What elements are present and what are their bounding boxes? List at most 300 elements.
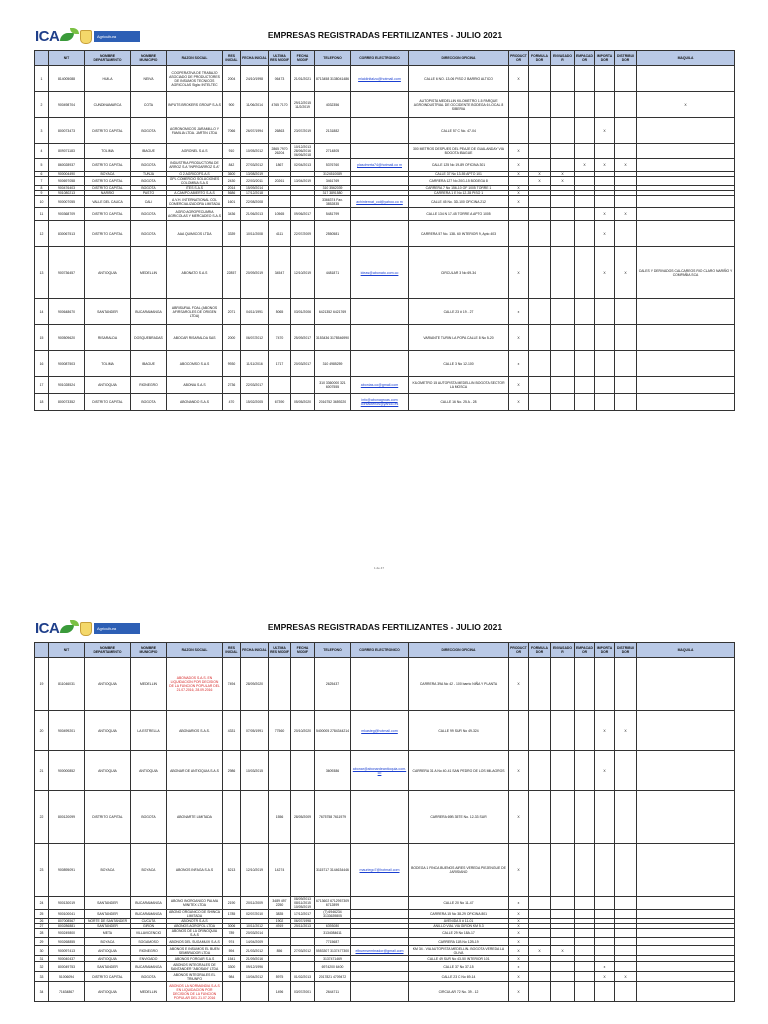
table-cell — [351, 144, 409, 159]
table-row — [35, 144, 735, 159]
table-cell: 2131882 — [315, 118, 351, 144]
table-cell: HUILA — [85, 66, 131, 92]
table-cell — [529, 658, 551, 711]
table-cell: 22/03/2011 — [241, 177, 269, 186]
table-cell — [595, 144, 615, 159]
table-cell — [615, 66, 637, 92]
table-cell — [351, 208, 409, 221]
table-cell — [637, 177, 735, 186]
table-cell: A.V.H. INTERNATIONAL COL COMERCIALIZADORA LIMITADA — [167, 196, 223, 208]
table-cell: 5065 — [269, 299, 291, 325]
table-row — [35, 910, 735, 919]
table-cell: ABONATO S.A.S — [167, 247, 223, 299]
table-cell: 4331 — [223, 711, 241, 751]
table-cell — [351, 897, 409, 910]
table-row — [35, 658, 735, 711]
column-header: ULTIMA RES MODIF — [269, 643, 291, 658]
table-cell — [637, 299, 735, 325]
table-cell: 900509620 — [49, 325, 85, 351]
table-cell: 3339 — [223, 221, 241, 247]
table-cell: 900100041 — [49, 910, 85, 919]
table-cell: 19 — [35, 658, 49, 711]
table-cell: 310 3562039 — [315, 186, 351, 191]
table-cell — [551, 897, 575, 910]
table-cell: TOLIMA — [85, 351, 131, 377]
table-cell: X — [509, 956, 529, 962]
table-cell — [351, 972, 409, 982]
table-cell: 2430 — [223, 177, 241, 186]
table-cell — [223, 791, 241, 844]
table-cell: IBAGUE — [131, 351, 167, 377]
table-cell: 5376760 — [315, 159, 351, 172]
table-cell — [529, 791, 551, 844]
table-cell: DISTRITO CAPITAL — [85, 208, 131, 221]
table-row — [35, 711, 735, 751]
column-header — [35, 643, 49, 658]
table-cell: 900249800 — [49, 929, 85, 938]
table-cell: MEDELLIN — [131, 982, 167, 1002]
table-cell — [269, 196, 291, 208]
table-cell: 900499201 — [49, 711, 85, 751]
table-cell: 20/11/2009 — [241, 897, 269, 910]
table-cell: CARRERA 57 No. 138- 60 INTERIOR 9, Apto 403 — [409, 221, 509, 247]
table-cell: 3300 — [223, 962, 241, 972]
table-cell: 26863 — [269, 118, 291, 144]
table-cell: CARRERA 127 No 20G-15 BODEGA 8 — [409, 177, 509, 186]
table-cell: 28 — [35, 929, 49, 938]
table-cell: 800286881 — [49, 924, 85, 929]
table-cell: X — [509, 924, 529, 929]
table-cell: BOGOTA — [131, 118, 167, 144]
table-cell — [637, 982, 735, 1002]
table-cell: 2865 7970 26204 — [269, 144, 291, 159]
table-cell: 900000852 — [49, 751, 85, 791]
table-cell: X — [509, 394, 529, 411]
table-cell: 24/10/1998 — [241, 66, 269, 92]
table-cell — [351, 177, 409, 186]
table-cell: 1601 — [223, 196, 241, 208]
table-cell: 15/09/2014 — [241, 186, 269, 191]
table-cell: 22/03/2017 — [241, 377, 269, 394]
table-cell: 4765 7170 — [269, 92, 291, 118]
table-cell: SANTANDER — [85, 962, 131, 972]
table-cell: TOLIMA — [85, 144, 131, 159]
table-cell: 16 — [35, 351, 49, 377]
table-cell — [291, 751, 315, 791]
table-cell: X — [575, 159, 595, 172]
table-cell — [529, 844, 551, 897]
table-row — [35, 377, 735, 394]
table-cell: X — [615, 711, 637, 751]
column-header: FORMULADOR — [529, 51, 551, 66]
column-header: DISTRIBUIDOR — [615, 51, 637, 66]
table-cell: CALLE 99 SUR No 49-324 — [409, 711, 509, 751]
table-cell: CALLE 23 # 19 - 27 — [409, 299, 509, 325]
table-row — [35, 751, 735, 791]
table-cell — [575, 196, 595, 208]
table-cell: 08/09/2013 08/11/2015 10/05/2019 — [291, 897, 315, 910]
table-cell — [595, 196, 615, 208]
table-cell — [595, 910, 615, 919]
table-cell: ABRISURAL FOAL (ABONOS AFIRSAROLES DE ORIGEN LTDA) — [167, 299, 223, 325]
email-link[interactable]: mauriego7@hotmail.com — [351, 844, 409, 897]
table-cell: 03/01/2006 — [291, 299, 315, 325]
table-cell: BOYACA — [131, 844, 167, 897]
table-cell: DISTRITO CAPITAL — [85, 118, 131, 144]
table-cell: 11 — [35, 208, 49, 221]
table-cell: 23/07/2019 — [291, 118, 315, 144]
table-cell: 28/05/2009 — [291, 791, 315, 844]
table-cell: 77560 — [269, 711, 291, 751]
table-cell — [529, 118, 551, 144]
table-cell: SANTANDER — [85, 299, 131, 325]
table-cell: 5686 — [223, 191, 241, 196]
table-cell: 830067513 — [49, 221, 85, 247]
table-cell: BODEGA 1 FINCA BUENOS AIRES VEREDA PIEJENGUE DE JARISIANO — [409, 844, 509, 897]
companies-table — [34, 642, 735, 1002]
table-cell: X — [509, 929, 529, 938]
table-cell — [575, 929, 595, 938]
table-cell: 5553307 3137477300 — [315, 946, 351, 956]
table-cell: ITES S.A.S — [167, 186, 223, 191]
table-cell: CUCUTA — [131, 919, 167, 924]
table-cell: CARRERA 11B No 12B-19 — [409, 938, 509, 946]
ica-logo: ICA — [35, 620, 79, 637]
table-cell — [575, 325, 595, 351]
table-cell: 14/04/2009 — [241, 938, 269, 946]
column-header: IMPORTADOR — [595, 51, 615, 66]
column-header: RAZON SOCIAL — [167, 643, 223, 658]
table-cell: X — [595, 159, 615, 172]
table-cell: 9930 — [223, 351, 241, 377]
table-cell: X — [509, 751, 529, 791]
table-cell: 1496 — [269, 982, 291, 1002]
table-cell — [637, 196, 735, 208]
table-cell: 34547 — [269, 247, 291, 299]
table-cell — [615, 92, 637, 118]
email-link[interactable]: info@abonagroas.com contactenos@yahoo.es — [351, 394, 409, 411]
table-cell — [551, 972, 575, 982]
ica-logo: ICA — [35, 28, 79, 45]
column-header: ENVASADOR — [551, 643, 575, 658]
email-link[interactable]: elbuensembrador@gmail.com — [351, 946, 409, 956]
table-cell — [291, 929, 315, 938]
table-cell — [529, 751, 551, 791]
table-cell: 842 — [223, 159, 241, 172]
table-cell: ABONAR DE ANTIOQUIA S.A.S — [167, 751, 223, 791]
table-cell — [551, 929, 575, 938]
table-cell — [637, 159, 735, 172]
table-cell — [551, 658, 575, 711]
table-cell: X — [595, 208, 615, 221]
table-cell: 05/05/2020 — [291, 394, 315, 411]
table-cell: CARRERA 31 A No 40-41 SAN PEDRO DE LOS MILAGROS — [409, 751, 509, 791]
table-cell: x — [509, 351, 529, 377]
table-cell — [291, 962, 315, 972]
table-cell: 21 — [35, 751, 49, 791]
table-cell: 7494 — [223, 658, 241, 711]
table-cell — [241, 791, 269, 844]
table-cell — [637, 946, 735, 956]
table-cell: BOGOTA — [131, 177, 167, 186]
table-cell — [351, 910, 409, 919]
column-header: ULTIMA RES MODIF — [269, 51, 291, 66]
table-cell: 800073473 — [49, 118, 85, 144]
table-row — [35, 844, 735, 897]
table-cell: SOGAMOSO — [131, 938, 167, 946]
table-cell — [615, 325, 637, 351]
table-cell: X — [509, 196, 529, 208]
table-cell: ABONOTR S.A.S — [167, 919, 223, 924]
table-cell — [529, 299, 551, 325]
table-cell: 13 — [35, 247, 49, 299]
table-cell: (7) 6946234 3133639805 — [315, 910, 351, 919]
table-cell: 2071 — [223, 299, 241, 325]
table-cell: CALLE 20 No 11-47 — [409, 897, 509, 910]
table-cell — [575, 394, 595, 411]
table-cell — [509, 208, 529, 221]
table-cell: ABONOS DE LA ORINOQUIA S.A.S — [167, 929, 223, 938]
table-cell: 01/02/2013 — [291, 972, 315, 982]
table-cell: 900004490 — [49, 172, 85, 177]
table-cell: CARRERA 15 No 38-29 OFICINA 801 — [409, 910, 509, 919]
email-link[interactable]: mkasteg@hotmail.com — [351, 711, 409, 751]
table-cell: 6713602 6712957309 6712899 — [315, 897, 351, 910]
table-cell: 807008567 — [49, 919, 85, 924]
table-cell: 974 — [223, 938, 241, 946]
table-cell — [637, 394, 735, 411]
table-cell: KILOMETRO 15 AUTOPISTA MEDELLIN BOGOTA SECTOR LA MOSCA — [409, 377, 509, 394]
table-cell: 22/07/2009 — [291, 221, 315, 247]
table-cell: DISTRITO CAPITAL — [85, 159, 131, 172]
table-cell: 5481799 — [315, 208, 351, 221]
table-cell: 7066 — [223, 118, 241, 144]
table-cell: ANTIOQUIA — [131, 751, 167, 791]
table-cell: 900476403 — [49, 186, 85, 191]
table-row — [35, 159, 735, 172]
table-cell: 900368709 — [49, 208, 85, 221]
email-link[interactable]: abonias.co@gmail.com — [351, 377, 409, 394]
table-cell: 27/03/2012 — [291, 946, 315, 956]
table-cell: 2004 — [223, 66, 241, 92]
table-cell: 32 — [35, 962, 49, 972]
table-cell: BUCARAMANGA — [131, 910, 167, 919]
table-cell: RIONEGRO — [131, 946, 167, 956]
table-cell — [575, 972, 595, 982]
table-cell: 30 — [35, 946, 49, 956]
table-cell: x — [509, 897, 529, 910]
table-cell: META — [85, 929, 131, 938]
table-cell: 900087503 — [49, 351, 85, 377]
column-header: RAZON SOCIAL — [167, 51, 223, 66]
table-cell — [575, 751, 595, 791]
table-cell: RIONEGRO — [131, 377, 167, 394]
table-cell: 27/03/2012 — [241, 159, 269, 172]
table-cell: 800073352 — [49, 394, 85, 411]
table-row — [35, 982, 735, 1002]
table-cell: ANTIOQUIA — [85, 956, 131, 962]
column-header: NOMBRE DEPARTAMENTO — [85, 51, 131, 66]
table-cell: 09/06/2017 — [291, 208, 315, 221]
table-cell: 20/10/2020 — [291, 711, 315, 751]
table-cell: X — [509, 186, 529, 191]
email-link[interactable]: mlaldinltalzu@hotmail.com — [351, 66, 409, 92]
table-cell: x — [509, 299, 529, 325]
table-cell: 1 — [35, 66, 49, 92]
table-cell: BUCARAMANGA — [131, 897, 167, 910]
table-cell: 6421352 6421769 — [315, 299, 351, 325]
table-cell: 27 — [35, 924, 49, 929]
table-cell — [551, 394, 575, 411]
table-row — [35, 325, 735, 351]
email-link[interactable]: ideas@abonato.com.co — [351, 247, 409, 299]
table-cell: x — [509, 962, 529, 972]
table-cell — [575, 844, 595, 897]
table-cell: CALI — [131, 196, 167, 208]
column-header: NIT — [49, 643, 85, 658]
table-cell — [637, 910, 735, 919]
table-cell: 900097413 — [49, 946, 85, 956]
table-cell — [529, 394, 551, 411]
table-cell — [529, 221, 551, 247]
table-cell: 20/03/2017 — [291, 351, 315, 377]
table-cell: ABONIA S.A.S — [167, 377, 223, 394]
table-cell: X — [615, 208, 637, 221]
table-cell: 11/11/2016 — [241, 351, 269, 377]
table-cell: VALLE DEL CAUCA — [85, 196, 131, 208]
table-cell — [551, 325, 575, 351]
table-cell — [637, 751, 735, 791]
table-cell: 310 3360000 321 6007555 — [315, 377, 351, 394]
table-cell: 800049753 — [49, 962, 85, 972]
table-cell — [551, 118, 575, 144]
table-cell — [269, 962, 291, 972]
table-cell: VARIANTE TURIN LA POPA CALLE 8 No 5-20 — [409, 325, 509, 351]
table-cell: 5975 — [269, 972, 291, 982]
table-cell: ENVIGADO — [131, 956, 167, 962]
table-cell: X — [595, 972, 615, 982]
table-cell: AUTOPISTA MEDELLIN KILOMETRO 1.5 PARQUE AGROINDUSTRIAL DE OCCIDENTE BODEGA 6 LOCAL 8 SIBERIA — [409, 92, 509, 118]
column-header: FECHA MODIF — [291, 643, 315, 658]
table-row — [35, 394, 735, 411]
table-cell: X — [615, 247, 637, 299]
table-cell: ABONO INORGANICO PALMA MINITEX LTDA — [167, 897, 223, 910]
table-cell: 7470 — [269, 325, 291, 351]
table-cell — [575, 377, 595, 394]
column-header: MAQUILA — [637, 643, 735, 658]
table-cell: 800120099 — [49, 791, 85, 844]
table-cell — [595, 66, 615, 92]
table-cell: 04/11/1991 — [241, 299, 269, 325]
email-link[interactable]: avhinternat_col@yahoo.co m — [351, 196, 409, 208]
table-cell: 3006 — [223, 924, 241, 929]
column-header — [35, 51, 49, 66]
table-cell: DISTRITO CAPITAL — [85, 791, 131, 844]
table-cell: CALLE 16 No. 25 A - 28 — [409, 394, 509, 411]
table-cell: 2014 — [223, 186, 241, 191]
table-row — [35, 247, 735, 299]
column-header: PRODUCTOR — [509, 643, 529, 658]
table-cell: SANTANDER — [85, 924, 131, 929]
table-cell: 06/07/1998 — [291, 919, 315, 924]
column-header: NIT — [49, 51, 85, 66]
table-cell: 2714805 — [315, 144, 351, 159]
table-cell: CALLE 45 No. 3D-100 OFICINA 212 — [409, 196, 509, 208]
table-cell: COTA — [131, 92, 167, 118]
table-cell — [351, 221, 409, 247]
table-cell: X — [595, 221, 615, 247]
table-cell — [529, 929, 551, 938]
table-cell: 3600 — [223, 172, 241, 177]
table-cell: 4 — [35, 144, 49, 159]
table-cell — [575, 92, 595, 118]
table-cell: 22/08/2008 — [241, 196, 269, 208]
table-cell — [551, 844, 575, 897]
table-cell: 25/09/2017 — [291, 325, 315, 351]
table-cell: 29 — [35, 938, 49, 946]
column-header: NOMBRE MUNICIPIO — [131, 643, 167, 658]
table-cell: MEDELLIN — [131, 247, 167, 299]
table-cell: ANTIOQUIA — [85, 377, 131, 394]
table-row — [35, 208, 735, 221]
table-cell: 3124510089 — [315, 172, 351, 177]
table-cell: 10565 — [269, 208, 291, 221]
column-header: FECHA INICIAL — [241, 643, 269, 658]
table-cell: X — [551, 177, 575, 186]
table-cell: IBAGUE — [131, 144, 167, 159]
table-cell: X — [509, 982, 529, 1002]
table-cell — [529, 247, 551, 299]
table-cell: 1867 — [269, 159, 291, 172]
table-cell — [551, 299, 575, 325]
table-cell — [529, 66, 551, 92]
table-cell — [529, 208, 551, 221]
table-row — [35, 897, 735, 910]
table-cell: 900895091 — [49, 844, 85, 897]
table-cell — [529, 962, 551, 972]
table-cell: 984 — [223, 972, 241, 982]
table-cell: 06473 — [269, 66, 291, 92]
table-cell: DISTRITO CAPITAL — [85, 221, 131, 247]
table-cell: 10/05/2012 — [241, 144, 269, 159]
table-cell: 2736 — [223, 377, 241, 394]
table-cell: X — [509, 946, 529, 956]
column-header: NOMBRE DEPARTAMENTO — [85, 643, 131, 658]
table-cell: 900648670 — [49, 299, 85, 325]
table-cell — [595, 299, 615, 325]
page-header — [0, 592, 768, 642]
table-cell: CALLE 134 N 17-45 TORRE A APTO 1005 — [409, 208, 509, 221]
table-cell — [291, 196, 315, 208]
table-cell: 3137471469 — [315, 956, 351, 962]
column-header: EMPACADOR — [575, 643, 595, 658]
table-cell: ABONADOS S.A.S. EN LIQUIDACION POR DECISION DE LA FUNCION POPULAR DEL 21.07.2016, 28.09.2016 — [167, 658, 223, 711]
table-cell: BOGOTA — [131, 791, 167, 844]
table-cell — [637, 897, 735, 910]
table-cell: 10/11/2008 — [241, 221, 269, 247]
table-cell — [615, 929, 637, 938]
table-cell — [529, 910, 551, 919]
table-cell — [529, 325, 551, 351]
table-cell — [575, 247, 595, 299]
table-cell: X — [509, 844, 529, 897]
email-link[interactable]: plasdmrrta74@hotmail.co m — [351, 159, 409, 172]
email-link[interactable]: abonar@abonardeantioquia.com.co — [351, 751, 409, 791]
table-cell — [615, 982, 637, 1002]
table-cell — [575, 910, 595, 919]
table-cell — [551, 377, 575, 394]
table-cell: A CAMPO ABIERTO S.A.S — [167, 191, 223, 196]
